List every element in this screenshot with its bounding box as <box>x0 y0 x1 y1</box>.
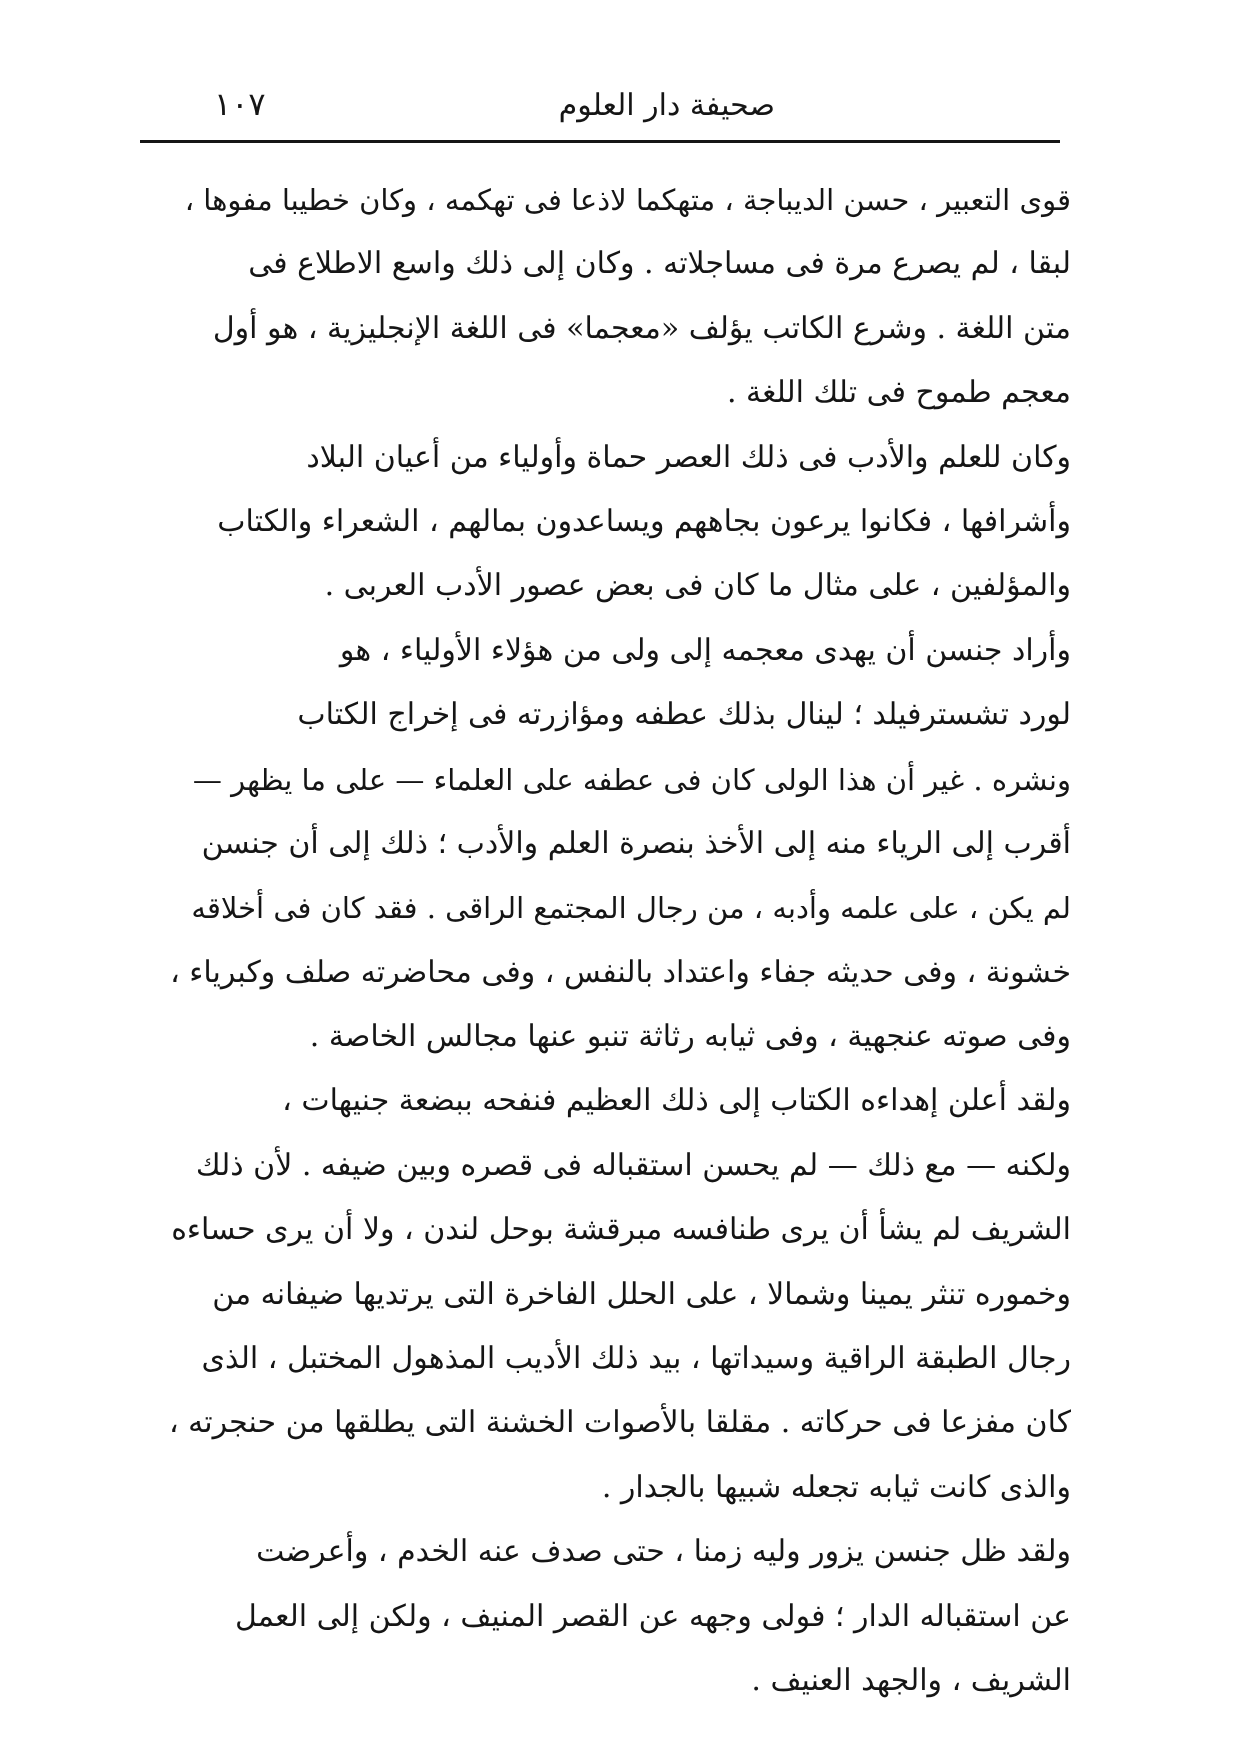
text-line: لم يكن ، على علمه وأدبه ، من رجال المجتمع الراقى . فقد كان فى أخلاقه <box>191 891 1071 926</box>
text-line: ونشره . غير أن هذا الولى كان فى عطفه على العلماء — على ما يظهر — <box>192 762 1071 797</box>
text-line: وفى صوته عنجهية ، وفى ثيابه رثاثة تنبو عنها مجالس الخاصة . <box>309 1019 1071 1055</box>
text-line: الشريف ، والجهد العنيف . <box>751 1662 1071 1698</box>
text-line: وأراد جنسن أن يهدى معجمه إلى ولى من هؤلاء الأولياء ، هو <box>339 632 1071 668</box>
page-header <box>200 80 1070 140</box>
text-line: معجم طموح فى تلك اللغة . <box>726 375 1071 411</box>
text-line: متن اللغة . وشرع الكاتب يؤلف «معجما» فى اللغة الإنجليزية ، هو أول <box>212 310 1071 346</box>
page-number: ١٠٧ <box>214 85 266 123</box>
text-line: لبقا ، لم يصرع مرة فى مساجلاته . وكان إلى ذلك واسع الاطلاع فى <box>248 246 1071 282</box>
running-title: صحيفة دار العلوم <box>558 88 775 123</box>
text-line: ولقد ظل جنسن يزور وليه زمنا ، حتى صدف عنه الخدم ، وأعرضت <box>256 1534 1071 1570</box>
header-rule <box>140 140 1060 143</box>
text-line: ولقد أعلن إهداءه الكتاب إلى ذلك العظيم فنفحه ببضعة جنيهات ، <box>282 1083 1071 1119</box>
text-line: وخموره تنثر يمينا وشمالا ، على الحلل الفاخرة التى يرتديها ضيفانه من <box>212 1276 1071 1312</box>
text-line: ولكنه — مع ذلك — لم يحسن استقباله فى قصره وبين ضيفه . لأن ذلك <box>195 1147 1071 1183</box>
text-line: وكان للعلم والأدب فى ذلك العصر حماة وأولياء من أعيان البلاد <box>306 439 1071 475</box>
text-line: قوى التعبير ، حسن الديباجة ، متهكما لاذعا فى تهكمه ، وكان خطيبا مفوها ، <box>184 183 1071 217</box>
text-line: خشونة ، وفى حديثه جفاء واعتداد بالنفس ، وفى محاضرته صلف وكبرياء ، <box>170 954 1071 990</box>
text-line: والمؤلفين ، على مثال ما كان فى بعض عصور الأدب العربى . <box>324 568 1071 604</box>
text-line: والذى كانت ثيابه تجعله شبيها بالجدار . <box>601 1469 1071 1505</box>
body-text <box>166 168 1071 1713</box>
text-line: كان مفزعا فى حركاته . مقلقا بالأصوات الخشنة التى يطلقها من حنجرته ، <box>168 1405 1071 1441</box>
text-line: عن استقباله الدار ؛ فولى وجهه عن القصر المنيف ، ولكن إلى العمل <box>235 1598 1071 1634</box>
text-line: لورد تشسترفيلد ؛ لينال بذلك عطفه ومؤازرته فى إخراج الكتاب <box>297 697 1071 733</box>
text-line: الشريف لم يشأ أن يرى طنافسه مبرقشة بوحل لندن ، ولا أن يرى حساءه <box>171 1212 1071 1248</box>
text-line: رجال الطبقة الراقية وسيداتها ، بيد ذلك الأديب المذهول المختبل ، الذى <box>201 1341 1071 1377</box>
text-line: أقرب إلى الرياء منه إلى الأخذ بنصرة العلم والأدب ؛ ذلك إلى أن جنسن <box>201 825 1071 861</box>
text-line: وأشرافها ، فكانوا يرعون بجاههم ويساعدون بمالهم ، الشعراء والكتاب <box>217 503 1071 539</box>
